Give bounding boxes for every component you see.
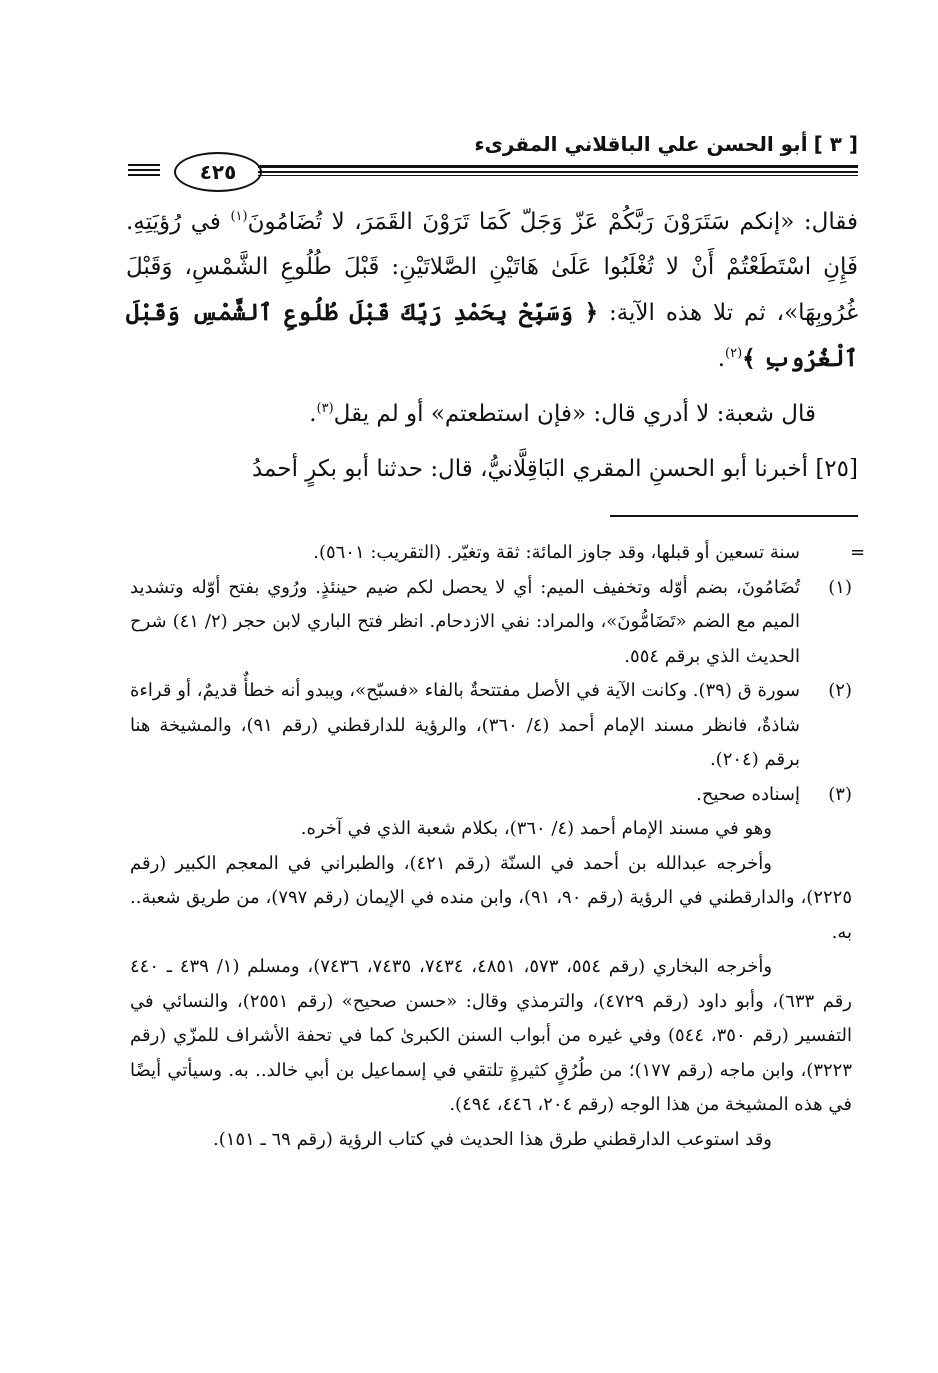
- footnote-text: [130, 847, 852, 951]
- main-paragraph: [126, 200, 858, 382]
- quran-verse: ﴿ وَسَبِّحْ بِحَمْدِ رَبِّكَ قَبْلَ طُلُوعِ ٱلشَّمْسِ وَقَبْلَ ٱلْغُرُوبِ ﴾: [126, 299, 858, 372]
- section-number: [ ٣ ]: [813, 132, 858, 156]
- text-line: .: [717, 346, 726, 372]
- main-text: [126, 200, 858, 492]
- footnote-3: [130, 778, 852, 1158]
- footnote-text-line: وابن ماجه (رقم ١٧٧)؛ من طُرُقٍ كثيرةٍ تلتقي في إسماعيل بن أبي خالد..: [255, 1059, 795, 1081]
- footnote-text: [130, 1123, 852, 1158]
- footnote-ref[interactable]: (١): [230, 209, 248, 224]
- text-line: في رُؤيَتِهِ.: [126, 209, 231, 235]
- running-title: أبو الحسن علي الباقلاني المقرىء: [474, 132, 808, 156]
- footnote-carryover: [130, 536, 852, 571]
- footnote-number: (٣): [828, 783, 852, 805]
- footnote-text-line: «حسن صحيح» (رقم ٢٥٥١)، والنسائي في التفسير (رقم ٣٥٠، ٥٤٤) وفي: [130, 990, 853, 1046]
- footnote-ref[interactable]: (٣): [316, 401, 334, 416]
- footnote-text-line: وقد استوعب الدارقطني طرق هذا الحديث في كتاب الرؤية (رقم ٦٩ ـ ١٥١).: [213, 1128, 772, 1150]
- running-header: [474, 124, 858, 164]
- footnote-text-line: الإيمان (رقم ٧٩٧)، من طريق شعبة.. به.: [130, 887, 852, 943]
- hadith-entry-25: [126, 447, 858, 492]
- footnote-text-line: به. وسيأتي أيضًا في هذه المشيخة من هذا الوجه (رقم ٢٠٤، ٤٤٦، ٤٩٤).: [130, 1059, 852, 1115]
- text-line: قال شعبة: لا أدري قال: «فإن استطعتم» أو لم يقل: [333, 401, 816, 427]
- footnote-text-line: الكبير (رقم ٢٢٢٥)، والدارقطني في الرؤية (رقم ٩٠، ٩١)، وابن منده في: [130, 852, 852, 908]
- footnote-2: [130, 674, 852, 778]
- footnote-ref[interactable]: (٢): [725, 346, 743, 361]
- text-line: [٢٥] أخبرنا أبو الحسنِ المقري البَاقِلَّانيُّ، قال: حدثنا أبو بكرٍ أحمدُ: [251, 456, 858, 482]
- footnote-text: [130, 950, 852, 1123]
- footnote-text: سنة تسعين أو قبلها، وقد جاوز المائة: ثقة وتغيّر. (التقريب: ٥٦٠١).: [313, 542, 800, 563]
- footnote-text: فتح الباري لابن حجر (٢/ ٤١) شرح الحديث الذي برقم ٥٥٤.: [130, 611, 800, 667]
- text-line: فَإِنِ اسْتَطَعْتُمْ أَنْ لا تُغْلَبُوا عَلَىٰ هَاتَيْنِ الصَّلاتَيْنِ: قَبْلَ طُلُوعِ الشَّمْسِ، وَقَبْلَ: [126, 254, 858, 280]
- header-rule-left: [128, 164, 160, 178]
- footnote-text: وهو في مسند الإمام أحمد (٤/ ٣٦٠)، بكلام شعبة الذي في آخره.: [300, 818, 772, 839]
- footnote-text: قديمٌ، أو قراءة شاذةٌ، فانظر مسند الإمام أحمد (٤/ ٣٦٠)، والرؤية للدارقطني: [130, 680, 800, 736]
- continuation-mark: =: [850, 542, 866, 563]
- footnote-number: (٢): [828, 680, 852, 701]
- footnote-separator: [610, 515, 858, 517]
- header-rule: [258, 165, 858, 179]
- text-line: غُرُوبِهَا»، ثم تلا هذه الآية:: [598, 300, 858, 326]
- footnote-text-line: ومسلم (١/ ٤٣٩ ـ ٤٤٠ رقم ٦٣٣)، وأبو داود (رقم ٤٧٢٩)، والترمذي وقال:: [130, 956, 853, 1012]
- footnote-text: سورة ق (٣٩). وكانت الآية في الأصل مفتتحةٌ بالفاء «فسبّح»، ويبدو أنه خطأٌ: [243, 680, 801, 701]
- main-paragraph: [126, 392, 858, 437]
- text-line: فقال: «إنكم سَتَرَوْنَ رَبَّكُمْ عَزّ وَجَلّ كَمَا تَرَوْنَ القَمَرَ، لا تُضَامُونَ: [247, 209, 858, 235]
- footnotes: [130, 536, 852, 1157]
- footnote-text: بفتح أوّله وتشديد الميم مع الضم «تَضَامُّونَ»، والمراد: نفي الازدحام. انظر: [130, 576, 800, 632]
- text-line: .: [309, 401, 317, 427]
- footnote-1: [130, 571, 852, 675]
- footnote-number: (١): [828, 576, 852, 598]
- footnote-text: (رقم ٩١)، والمشيخة هنا برقم (٢٠٤).: [130, 714, 800, 770]
- footnote-text-line: وأخرجه البخاري (رقم ٥٥٤، ٥٧٣، ٤٨٥١، ٧٤٣٤، ٧٤٣٥، ٧٤٣٦)،: [307, 956, 773, 977]
- footnote-text-line: غيره من أبواب السنن الكبرىٰ كما في تحفة الأشراف للمزّي (رقم ٣٢٢٣)،: [130, 1025, 852, 1081]
- footnote-text: إسناده صحيح.: [696, 783, 800, 805]
- footnote-text: تُضَامُونَ، بضم أوّله وتخفيف الميم: أي لا يحصل لكم ضيم حينئذٍ. ورُوي: [267, 576, 800, 598]
- footnote-text-line: وأخرجه عبدالله بن أحمد في السنّة (رقم ٤٢١)، والطبراني في المعجم: [225, 852, 772, 874]
- page-number: ٤٢٥: [174, 152, 262, 192]
